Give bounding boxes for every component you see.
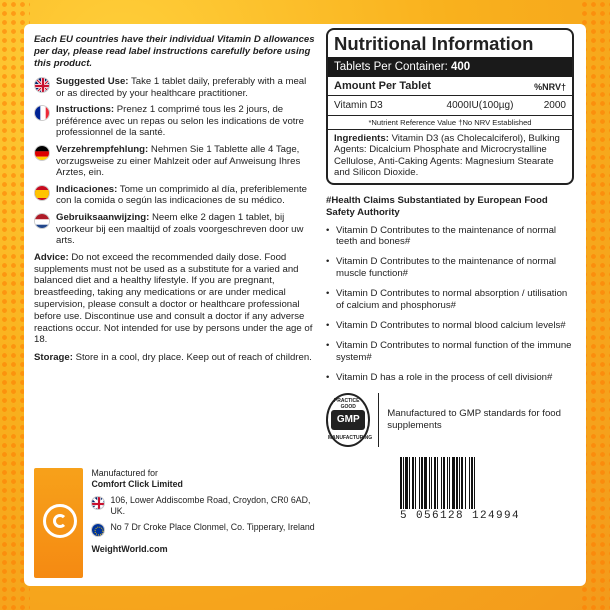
- uk-flag-icon: [91, 496, 105, 510]
- lang-heading-es: Indicaciones:: [56, 183, 118, 195]
- storage-text: Store in a cool, dry place. Keep out of reach of children.: [72, 352, 312, 364]
- barcode-bars: [400, 457, 570, 509]
- nutrition-panel: [326, 28, 574, 185]
- lang-row-uk: [34, 76, 316, 99]
- tablets-per-container: Tablets Per Container: 400: [328, 57, 572, 77]
- france-flag-icon: [34, 105, 50, 121]
- lang-text-es: Tome un comprimido al día, preferiblemente con la comida o según las indicaciones de su médico.: [56, 183, 307, 207]
- uk-flag-icon: [34, 77, 50, 93]
- health-claims-list: [326, 225, 574, 384]
- tablets-count: 400: [451, 61, 471, 73]
- germany-flag-icon: [34, 145, 50, 161]
- manufacturer-block: [34, 468, 316, 578]
- divider: [378, 393, 379, 447]
- ireland-address: No 7 Dr Croke Place Clonmel, Co. Tipperary, Ireland: [110, 522, 315, 533]
- nrv-footnote: *Nutrient Reference Value †No NRV Established: [328, 116, 572, 130]
- storage-heading: Storage:: [34, 352, 73, 364]
- nutrition-title: Nutritional Information: [334, 33, 534, 54]
- manufactured-for-label: Manufactured for: [91, 468, 158, 478]
- list-item: • Vitamin D Contributes to the maintenance of normal teeth and bones#: [326, 225, 574, 248]
- uk-address: 106, Lower Addiscombe Road, Croydon, CR0 6AD, UK.: [110, 495, 311, 516]
- ingredients: Ingredients: Vitamin D3 (as Cholecalciferol), Bulking Agents: Dicalcium Phosphate and Microcrystalline Cellulose, Anti-Caking Agents: Magnesium Stearate and Silicon Dioxide.: [334, 133, 560, 179]
- lang-heading-nl: Gebruiksaanwijzing:: [56, 211, 150, 223]
- lang-text-de: Nehmen Sie 1 Tablette alle 4 Tage, vorzugsweise zu einer Mahlzeit oder auf Anweisung Ihres Arztes, ein.: [56, 143, 301, 179]
- lang-text-nl: Neem elke 2 dagen 1 tablet, bij voorkeur bij een maaltijd of zoals voorgeschreven door uw arts.: [56, 211, 304, 247]
- advice-text: Do not exceed the recommended daily dose. Food supplements must not be used as a substitute for a varied and balanced diet and a healthy lifestyle. If you are pregnant, breastfeeding, taking any medications or are under medical supervision, please consult a doctor or healthcare professional before use. Discontinue use and consult a doctor if any adverse reactions occur. Not intended for use by persons under the age of 18.: [34, 251, 313, 346]
- left-column: [34, 34, 316, 364]
- nutrient-amount: 4000IU(100µg): [446, 100, 514, 111]
- list-item: • Vitamin D Contributes to normal function of the immune system#: [326, 340, 574, 363]
- netherlands-flag-icon: [34, 213, 50, 229]
- spain-flag-icon: [34, 185, 50, 201]
- lang-heading-uk: Suggested Use:: [56, 76, 129, 87]
- lang-text-fr: Prenez 1 comprimé tous les 2 jours, de préférence avec un repas ou selon les indications de votre professionnel de la santé.: [56, 104, 304, 139]
- comfort-click-logo-icon: [34, 468, 83, 578]
- gmp-text: Manufactured to GMP standards for food supplements: [387, 408, 561, 431]
- nutrient-row: [328, 96, 572, 116]
- amount-header-row: Amount Per Tablet %NRV†: [328, 77, 572, 96]
- intro-note: Each EU countries have their individual Vitamin D allowances per day, please read label instructions carefully before using this product.: [34, 34, 315, 69]
- company-name: Comfort Click Limited: [91, 478, 183, 489]
- product-label: [24, 24, 586, 586]
- health-claims-heading: #Health Claims Substantiated by European Food Safety Authority: [326, 194, 548, 218]
- lang-row-nl: [34, 212, 316, 247]
- gmp-block: [326, 393, 574, 447]
- right-column: [326, 28, 574, 522]
- list-item: • Vitamin D Contributes to normal absorption / utilisation of calcium and phosphorus#: [326, 288, 574, 311]
- lang-row-de: [34, 144, 316, 179]
- gmp-seal-icon: PRACTICE · GOOD GMP MANUFACTURING: [326, 393, 370, 447]
- advice-section: [34, 252, 316, 346]
- website-link[interactable]: WeightWorld.com: [91, 544, 168, 555]
- nutrient-name: Vitamin D3: [334, 100, 383, 111]
- nutrient-nrv: 2000: [543, 100, 566, 111]
- lang-row-fr: [34, 104, 316, 139]
- list-item: • Vitamin D Contributes to the maintenance of normal muscle function#: [326, 256, 574, 279]
- barcode: [400, 457, 570, 522]
- barcode-number: 5 056128 124994: [400, 509, 521, 522]
- list-item: • Vitamin D has a role in the process of cell division#: [326, 372, 574, 383]
- lang-text-uk: Take 1 tablet daily, preferably with a meal or as directed by your healthcare practitioner.: [56, 76, 307, 99]
- list-item: • Vitamin D Contributes to normal blood calcium levels#: [326, 320, 574, 331]
- storage-section: [34, 352, 316, 364]
- eu-flag-icon: [91, 523, 105, 537]
- lang-row-es: [34, 184, 316, 207]
- advice-heading: Advice:: [34, 251, 69, 263]
- lang-heading-fr: Instructions:: [56, 104, 115, 116]
- lang-heading-de: Verzehrempfehlung:: [56, 143, 149, 155]
- barcode-bar: [475, 457, 477, 509]
